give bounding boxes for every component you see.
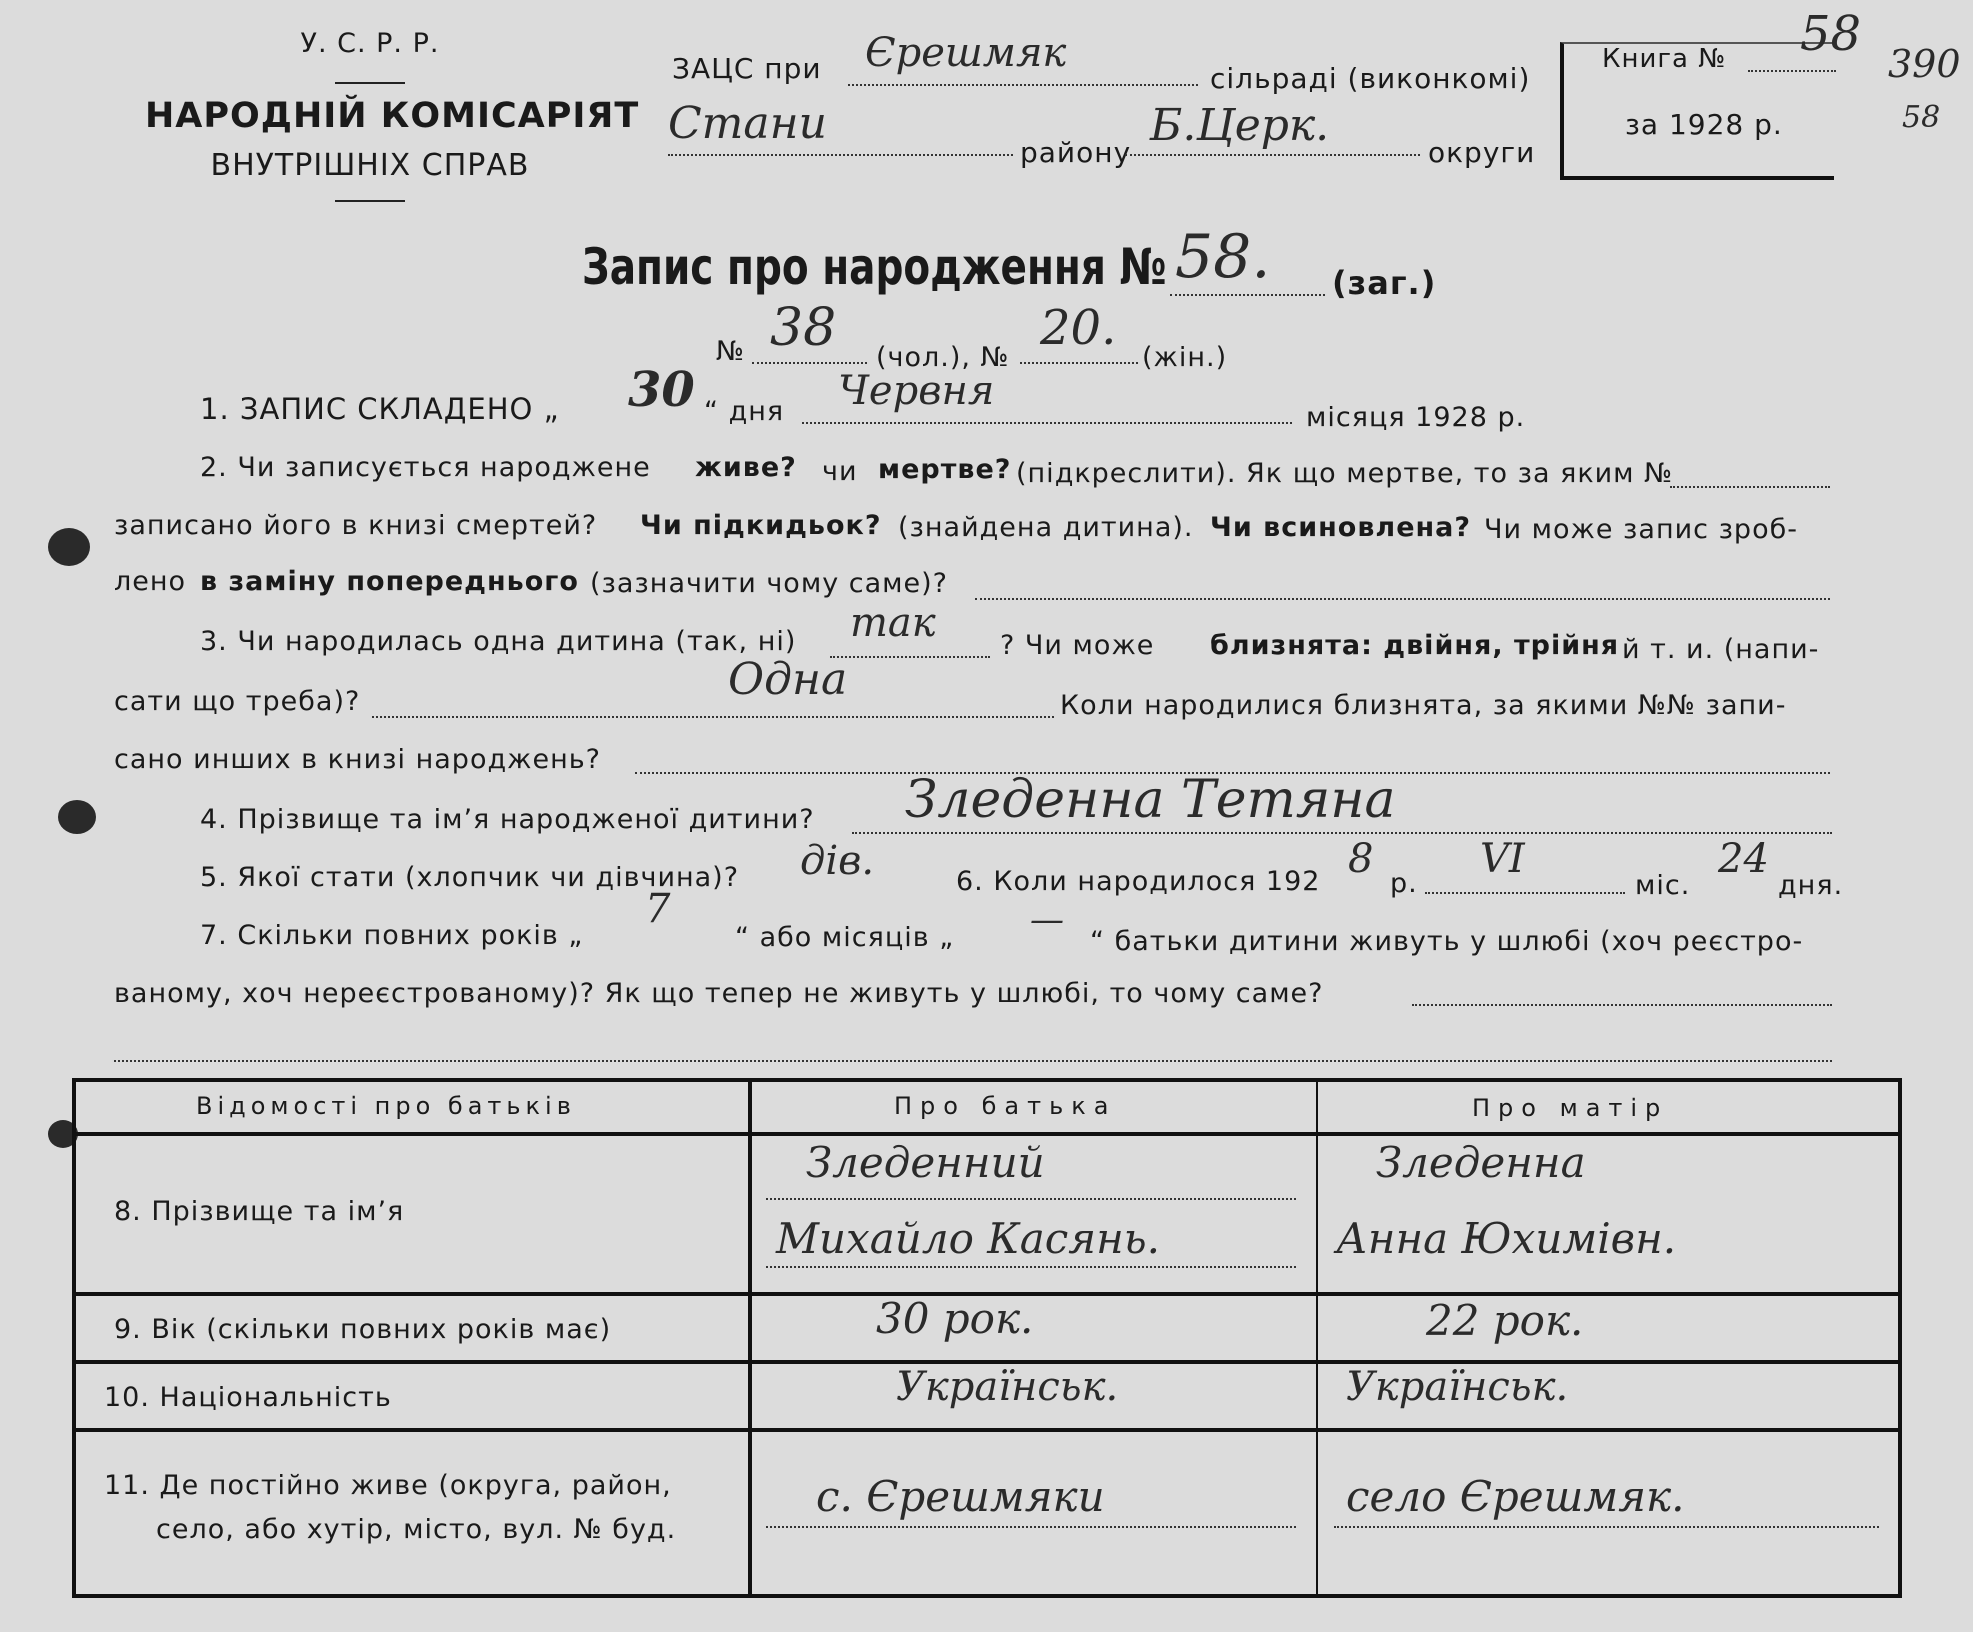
q3-line2-b: Коли народилися близнята, за якими №№ запи- — [1060, 690, 1787, 721]
punch-hole-top — [48, 528, 90, 566]
q3-line1-b: ? Чи може — [1000, 630, 1155, 661]
header-mother: Про матір — [1472, 1094, 1669, 1122]
q2-adopted: Чи всиновлена? — [1210, 512, 1472, 543]
q2-line1-a: 2. Чи записується народжене — [200, 452, 651, 483]
q2-alive: живе? — [695, 452, 797, 483]
q7-line1-c: “ батьки дитини живуть у шлюбі (хоч реєстро- — [1090, 926, 1804, 957]
row8-father-name: Михайло Касянь. — [776, 1214, 1160, 1263]
q1-label: 1. ЗАПИС СКЛАДЕНО „ — [200, 392, 560, 426]
row10-label: 10. Національність — [104, 1382, 392, 1413]
margin-note-390: 390 — [1888, 42, 1961, 86]
header-father: Про батька — [894, 1092, 1117, 1120]
parents-info-table — [72, 1078, 1902, 1598]
row-divider-header — [76, 1132, 1898, 1136]
row11-label-1: 11. Де постійно живе (округа, район, — [104, 1470, 672, 1501]
col-divider-1 — [748, 1082, 752, 1594]
q3-line2-a: сати що треба)? — [114, 686, 361, 717]
village-council-label: сільраді (виконкомі) — [1210, 62, 1531, 95]
q6-month-handwriting: VI — [1480, 836, 1525, 882]
q1-day-handwriting: 30 — [628, 362, 695, 418]
header-divider-bottom — [335, 200, 405, 202]
q2-replacement: в заміну попереднього — [200, 566, 579, 597]
book-year-label: за 1928 р. — [1625, 108, 1783, 141]
q7-reason-line-2 — [114, 1036, 1832, 1062]
book-number-handwriting: 58 — [1800, 6, 1862, 62]
col-divider-2 — [1316, 1082, 1318, 1594]
row11-label-2: село, або хутір, місто, вул. № буд. — [156, 1514, 677, 1545]
q1-day-label: “ дня — [704, 396, 785, 427]
q2-dead: мертве? — [878, 454, 1012, 485]
q2-reason-line — [975, 572, 1830, 600]
q2-foundling: Чи підкидьок? — [640, 510, 882, 541]
republic-name: У. С. Р. Р. — [300, 28, 440, 59]
q2-line2-b: (знайдена дитина). — [898, 512, 1194, 543]
row8-father-line-1 — [766, 1194, 1296, 1200]
female-number-handwriting: 20. — [1040, 300, 1117, 356]
q6-day-label: дня. — [1778, 870, 1844, 901]
document-title: Запис про народження № — [582, 238, 1167, 296]
q7-line1-a: 7. Скільки повних років „ — [200, 920, 584, 951]
station-line — [668, 130, 1013, 156]
q2-death-no-line — [1670, 462, 1830, 488]
q6-label: 6. Коли народилося 192 — [956, 866, 1321, 897]
commissariat-name: НАРОДНІЙ КОМІСАРІЯТ — [145, 96, 640, 136]
q6-month-label: міс. — [1635, 870, 1691, 901]
title-number-handwriting: 58. — [1175, 222, 1271, 292]
title-suffix: (заг.) — [1332, 264, 1437, 302]
q2-line1-c: (підкреслити). Як що мертве, то за яким № — [1016, 458, 1674, 489]
zags-label: ЗАЦС при — [672, 52, 822, 85]
station-handwriting: Стани — [668, 98, 827, 149]
female-label: (жін.) — [1142, 342, 1228, 373]
okrug-handwriting: Б.Церк. — [1150, 100, 1330, 151]
q3-one-handwriting: так — [850, 600, 936, 646]
q7-years-handwriting: 7 — [645, 886, 671, 932]
row10-father-nationality: Українськ. — [896, 1364, 1119, 1410]
q1-month-handwriting: Червня — [838, 368, 995, 414]
q2-line3-a: лено — [114, 566, 187, 597]
q2-line1-b: чи — [822, 456, 858, 487]
q3-twins: близнята: двійня, трійня — [1210, 630, 1620, 661]
okrug-label: округи — [1428, 136, 1536, 169]
row8-mother-surname: Зледенна — [1376, 1138, 1586, 1187]
department-name: ВНУТРІШНІХ СПРАВ — [210, 148, 530, 183]
row8-label: 8. Прізвище та ім’я — [114, 1196, 405, 1227]
q7-line2: ваному, хоч нереєстрованому)? Як що тепер не живуть у шлюбі, то чому саме? — [114, 978, 1324, 1009]
village-handwriting: Єрешмяк — [865, 30, 1067, 76]
q6-month-line — [1425, 868, 1625, 894]
male-label: (чол.), № — [876, 342, 1010, 373]
row9-father-age: 30 рок. — [876, 1294, 1034, 1343]
header-parents-info: Відомості про батьків — [196, 1092, 576, 1120]
row10-mother-nationality: Українськ. — [1346, 1364, 1569, 1410]
book-label: Книга № — [1602, 44, 1727, 74]
q3-answer-line — [372, 690, 1054, 718]
row11-father-residence: с. Єрешмяки — [816, 1472, 1105, 1521]
q3-line1-a: 3. Чи народилась одна дитина (так, ні) — [200, 626, 797, 657]
header-divider-top — [335, 82, 405, 84]
q5-label: 5. Якої стати (хлопчик чи дівчина)? — [200, 862, 740, 893]
row-divider-3 — [76, 1428, 1898, 1432]
row8-mother-name: Анна Юхимівн. — [1336, 1214, 1677, 1263]
q7-reason-line — [1412, 980, 1832, 1006]
q6-year-suffix: р. — [1390, 868, 1418, 899]
row8-father-surname: Зледенний — [806, 1138, 1045, 1187]
q2-line2-a: записано його в книзі смертей? — [114, 510, 598, 541]
male-no-label: № — [716, 336, 746, 367]
punch-hole-middle — [58, 800, 96, 834]
margin-note-58: 58 — [1902, 100, 1941, 135]
male-number-handwriting: 38 — [770, 298, 837, 358]
q4-child-name-handwriting: Зледенна Тетяна — [905, 770, 1396, 830]
q2-line2-c: Чи може запис зроб- — [1484, 514, 1798, 545]
q7-months-handwriting: — — [1030, 900, 1064, 940]
row11-mother-residence: село Єрешмяк. — [1346, 1472, 1685, 1521]
q7-line1-b: “ або місяців „ — [735, 922, 955, 953]
q5-sex-handwriting: дів. — [800, 838, 875, 884]
q6-year-handwriting: 8 — [1348, 836, 1374, 882]
raion-label: району — [1020, 136, 1132, 169]
row11-mother-line — [1334, 1522, 1879, 1528]
q2-line3-b: (зазначити чому саме)? — [590, 568, 948, 599]
row11-father-line — [766, 1522, 1296, 1528]
q4-label: 4. Прізвище та ім’я народженої дитини? — [200, 804, 815, 835]
row9-label: 9. Вік (скільки повних років має) — [114, 1314, 612, 1345]
q3-answer-handwriting: Одна — [728, 654, 848, 705]
q1-month-label: місяця 1928 р. — [1306, 402, 1526, 433]
q3-line3: сано инших в книзі народжень? — [114, 744, 601, 775]
q3-line1-c: й т. и. (напи- — [1622, 634, 1820, 665]
row9-mother-age: 22 рок. — [1426, 1296, 1584, 1345]
q6-day-handwriting: 24 — [1718, 836, 1769, 882]
